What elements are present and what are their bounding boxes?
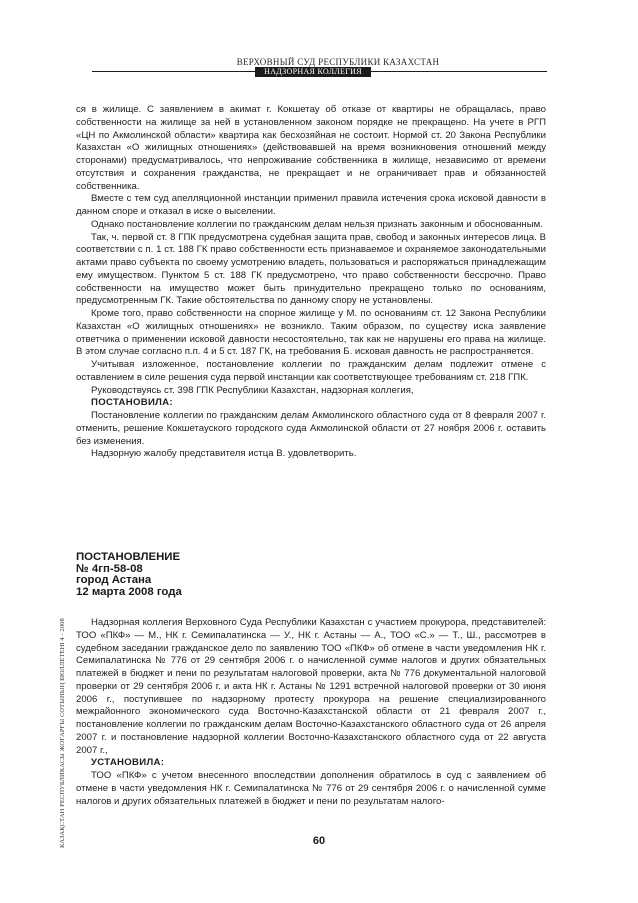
paragraph: Постановление коллегии по гражданским делам Акмолинского областного суда от 8 февраля 2007 г. отменить, решение Кокшетауского городского суда Акмолинской области от 27 ноября 2006 г. оставить без изменения. xyxy=(76,410,546,447)
resolved-label: ПОСТАНОВИЛА: xyxy=(91,397,173,409)
ruling-continuation-text xyxy=(76,104,546,461)
established-label: УСТАНОВИЛА: xyxy=(91,757,165,769)
decision-city: город Астана xyxy=(76,574,152,587)
decision-number: № 4гп-58-08 xyxy=(76,562,143,575)
paragraph: Руководствуясь ст. 398 ГПК Республики Казахстан, надзорная коллегия, xyxy=(91,384,414,396)
paragraph: Надзорная коллегия Верховного Суда Республики Казахстан с участием прокурора, представителей: ТОО «ПКФ» — М., НК г. Семипалатинска — У., НК г. Астаны — А., ТОО «С.» — Т., Ш., рассмотрев в судебном заседании гражданское дело по заявлению ТОО «ПКФ» об отмене в части уведомления НК г. Семипалатинска № 776 от 29 сентября 2006 г. о начисленной сумме налогов и других обязательных платежей в бюджет и пени по результатам налоговой проверки, акта № 776 документальной налоговой проверки от 29 сентября 2006 г. и акта НК г. Астаны № 1291 встречной налоговой проверки от 30 июня 2006 г., поступившее по надзорному протесту прокурора на решение специализированного межрайонного экономического суда Восточно-Казахстанской области от 21 февраля 2007 г., постановление коллегии по гражданским делам Восточно-Казахстанского областного суда от 26 апреля 2007 г. и постановление надзорной коллегии Восточно-Казахстанского областного суда от 22 августа 2007 г., xyxy=(76,617,546,756)
paragraph: Однако постановление коллегии по гражданским делам нельзя признать законным и обоснованным. xyxy=(91,218,543,230)
paragraph: Вместе с тем суд апелляционной инстанции применил правила истечения срока исковой давности в данном споре и отказал в иске о выселении. xyxy=(76,193,546,217)
paragraph: Кроме того, право собственности на спорное жилище у М. по основаниям ст. 12 Закона Республики Казахстан «О жилищных отношениях» не возникло. Таким образом, по существу иска заявление ответчика о применении исковой давности несостоятельно, так как не нарушены его права на жилище. В этом случае согласно п.п. 4 и 5 ст. 187 ГК, на требования Б. исковая давность не распространяется. xyxy=(76,308,546,358)
decision-header xyxy=(76,552,376,598)
decision-date: 12 марта 2008 года xyxy=(76,585,182,598)
paragraph: Так, ч. первой ст. 8 ГПК предусмотрена судебная защита прав, свобод и законных интересов лица. В соответствии с п. 1 ст. 188 ГК право собственности есть признаваемое и охраняемое законодательными актами право субъекта по своему усмотрению владеть, пользоваться и распоряжаться принадлежащим ему имуществом. Пунктом 5 ст. 188 ГК предусмотрено, что право собственности бессрочно. Право собственности на имущество может быть принудительно прекращено только по основаниям, предусмотренным ГК. Такие обстоятельства по данному спору не установлены. xyxy=(76,231,546,307)
paragraph: ся в жилище. С заявлением в акимат г. Кокшетау об отказе от квартиры не обращалась, право собственности на жилище за ней в установленном законом порядке не прекращено. На учете в РГП «ЦН по Акмолинской области» квартира как бесхозяйная не состоит. Нормой ст. 20 Закона Республики Казахстан «О жилищных отношениях» (действовавшей на время возникновения отношений между сторонами) предусматривалось, что непроживание собственника в жилище, независимо от времени отсутствия и сохранения гражданства, не прекращает и не ограничивает прав и обязанностей собственника. xyxy=(76,104,546,192)
collegium-badge: НАДЗОРНАЯ КОЛЛЕГИЯ xyxy=(255,67,371,77)
paragraph: Учитывая изложенное, постановление коллегии по гражданским делам подлежит отмене с оставлением в силе решения суда первой инстанции как соответствующее требованиям ст. 218 ГПК. xyxy=(76,359,546,383)
bulletin-sidebar-text: КАЗАҚСТАН РЕСПУБЛИКАСЫ ЖОҒАРҒЫ СОТЫНЫҢ БЮЛЛЕТЕНІ 4 - 2008 xyxy=(59,618,66,848)
court-name-header: ВЕРХОВНЫЙ СУД РЕСПУБЛИКИ КАЗАХСТАН xyxy=(236,57,440,67)
decision-title: ПОСТАНОВЛЕНИЕ xyxy=(76,551,181,563)
decision-body-text xyxy=(76,617,546,808)
paragraph: Надзорную жалобу представителя истца В. удовлетворить. xyxy=(91,448,357,460)
paragraph: ТОО «ПКФ» с учетом внесенного впоследствии дополнения обратилось в суд с заявлением об отмене в части уведомления НК г. Семипалатинска № 776 от 29 сентября 2006 г. о начисленной сумме налогов и других обязательных платежей в бюджет и пени по результатам налого- xyxy=(76,770,546,807)
page-number: 60 xyxy=(312,835,326,847)
